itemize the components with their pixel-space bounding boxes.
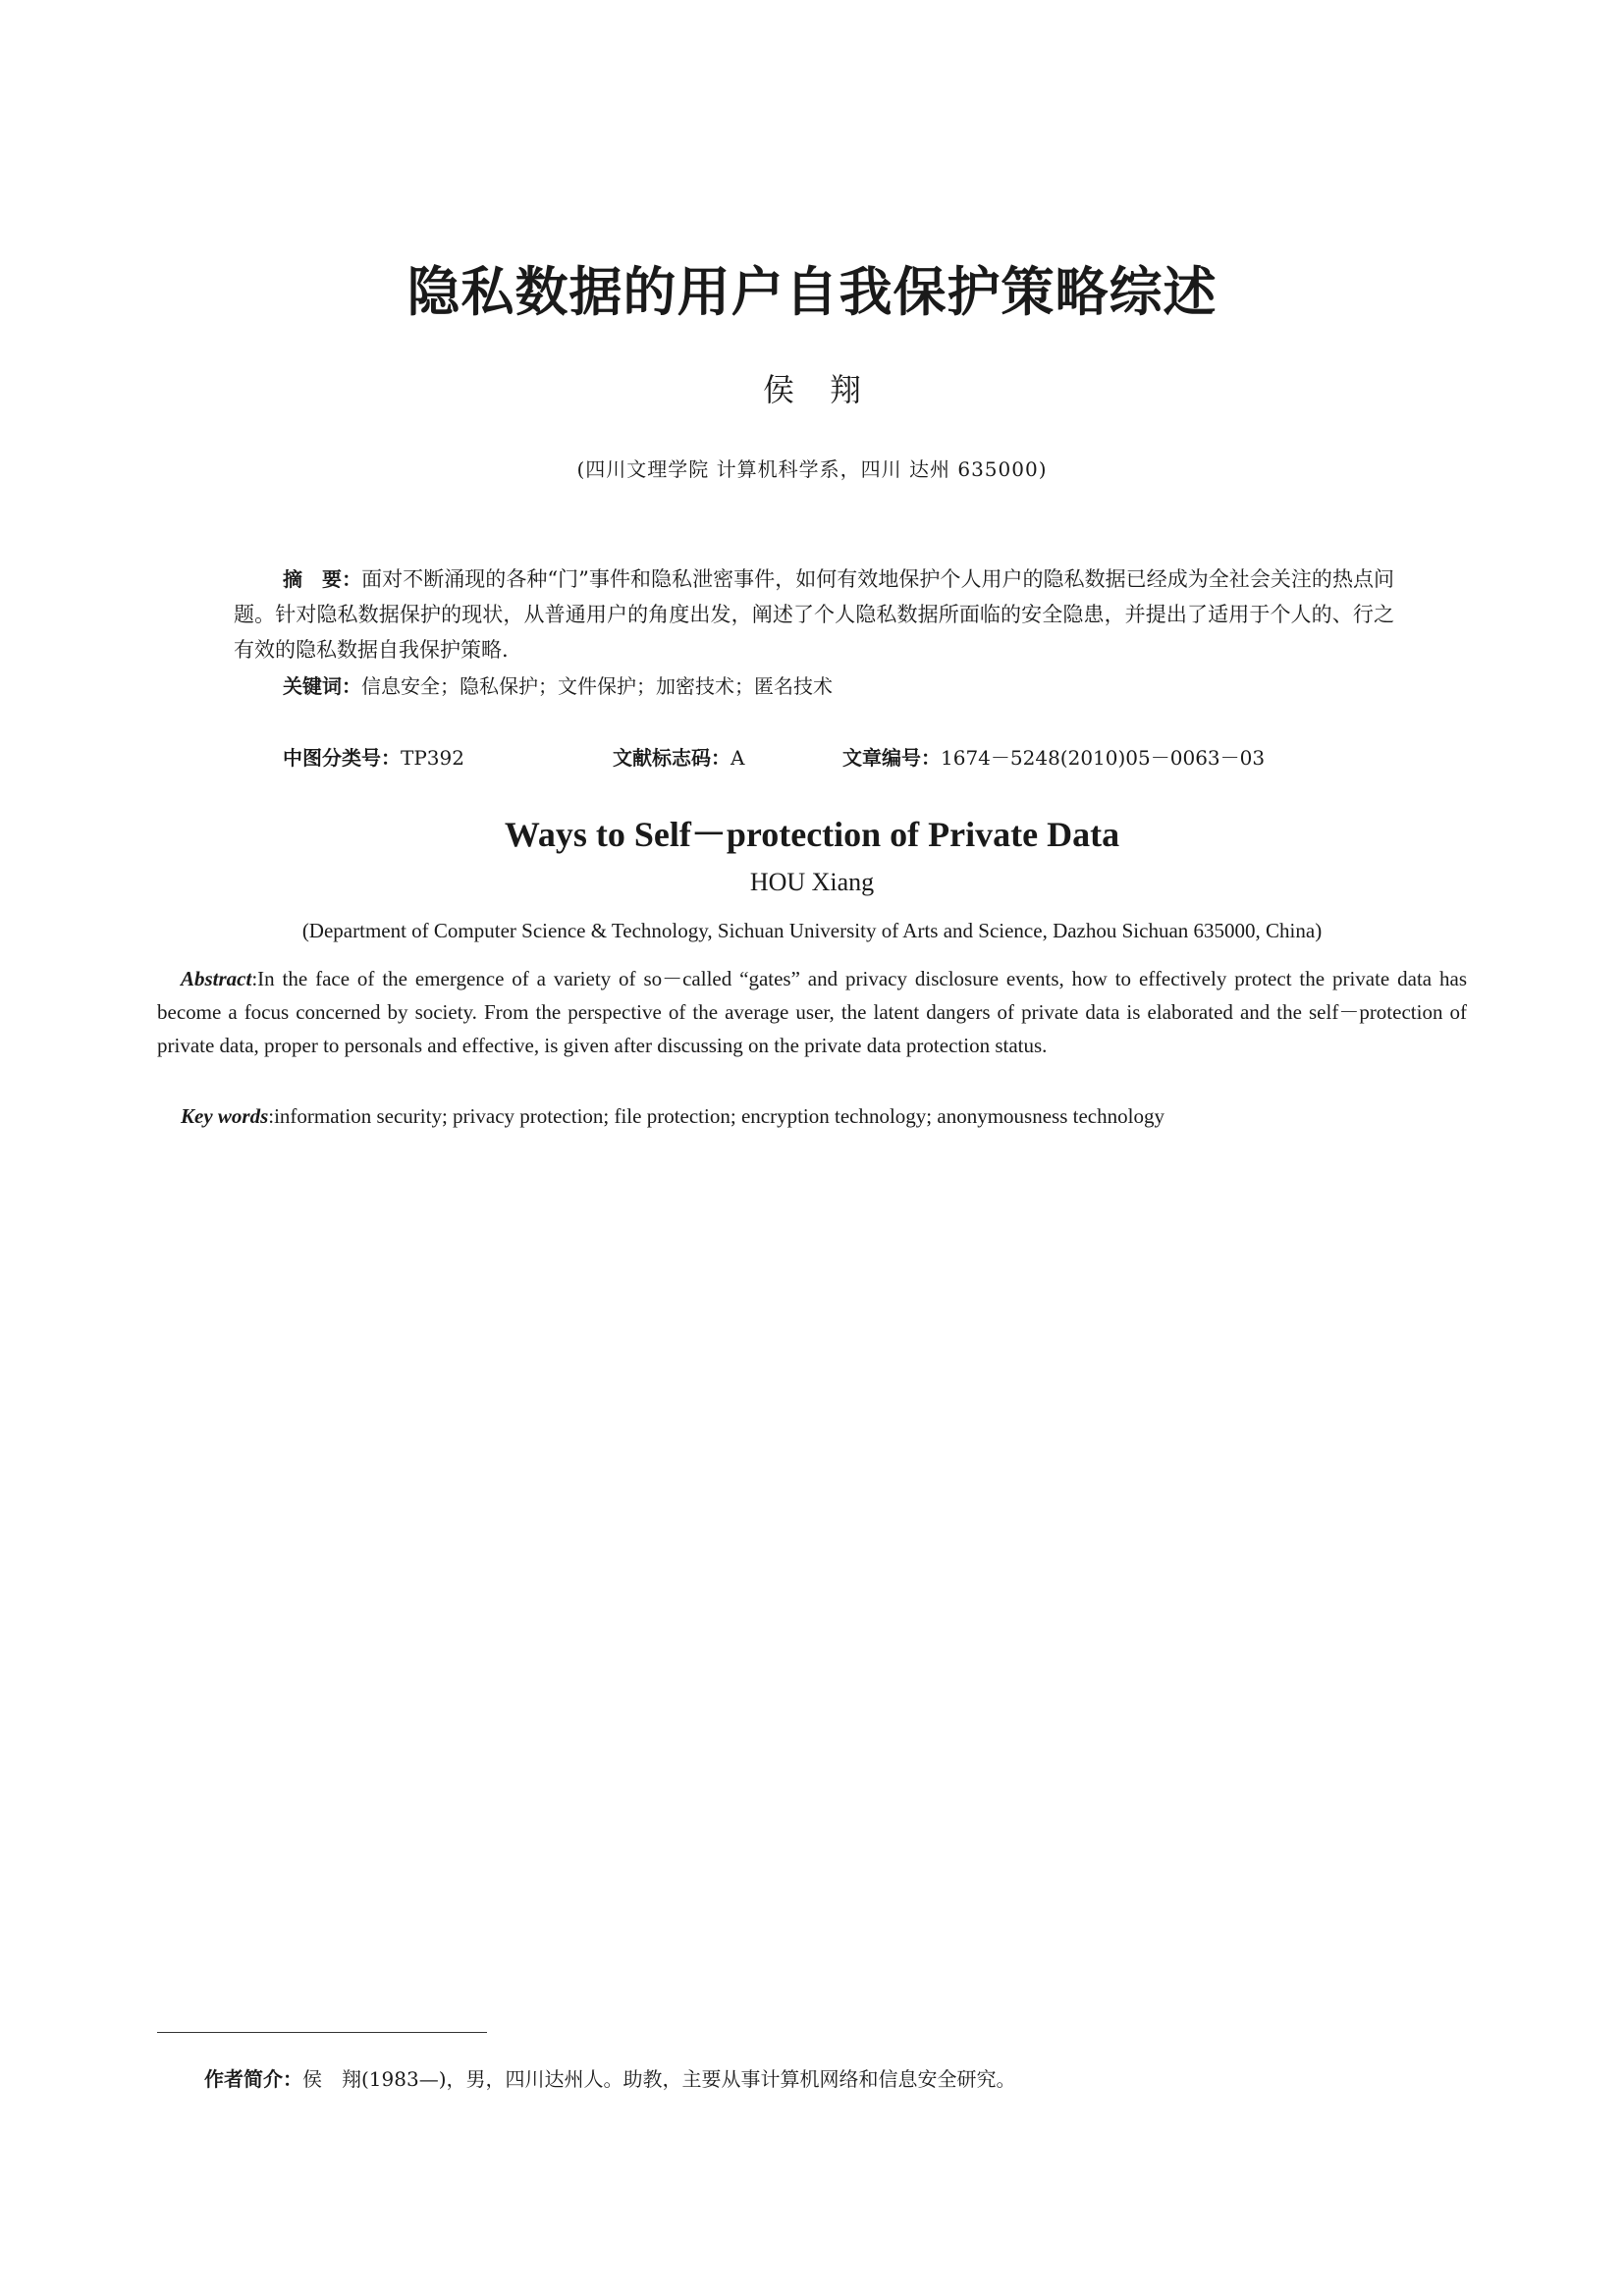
abstract-cn: [234, 561, 1394, 667]
abstract-text-cn: 面对不断涌现的各种“门”事件和隐私泄密事件，如何有效地保护个人用户的隐私数据已经成为全社会关注的热点问题。针对隐私数据保护的现状，从普通用户的角度出发，阐述了个人隐私数据所面临的安全隐患，并提出了适用于个人的、行之有效的隐私数据自我保护策略.: [234, 567, 1395, 662]
keywords-text-cn: 信息安全；隐私保护；文件保护；加密技术；匿名技术: [361, 674, 833, 698]
abstract-label-en: Abstract: [181, 967, 252, 990]
clc-number: [283, 742, 464, 771]
article-no-value: 1674－5248(2010)05－0063－03: [941, 746, 1266, 770]
keywords-label-cn: 关键词：: [283, 674, 361, 698]
keywords-cn: [283, 671, 833, 701]
doc-code-label: 文献标志码：: [613, 746, 731, 770]
clc-label: 中图分类号：: [283, 746, 401, 770]
author-bio-text: 侯 翔(1983—)，男，四川达州人。助教，主要从事计算机网络和信息安全研究。: [302, 2067, 1016, 2091]
abstract-text-en: :In the face of the emergence of a variety of so－called “gates” and privacy disclosure events, how to effectively protect the private data has become a focus concerned by society. From the perspective of the average user, the latent dangers of private data is elaborated and the self－protection of private data, proper to personals and effective, is given after discussing on the private data protection status.: [157, 967, 1467, 1057]
keywords-text-en: :information security; privacy protection; file protection; encryption technology; anonymousness technology: [268, 1104, 1164, 1128]
article-number: [842, 742, 1265, 771]
doc-code-value: A: [731, 746, 745, 770]
affiliation-en: (Department of Computer Science & Technology, Sichuan University of Arts and Science, Dazhou Sichuan 635000, China): [301, 919, 1323, 942]
abstract-label-cn: 摘 要：: [283, 567, 362, 591]
paper-title-cn: 隐私数据的用户自我保护策略综述: [406, 261, 1218, 323]
author-bio-label: 作者简介：: [204, 2067, 302, 2091]
clc-value: TP392: [401, 746, 464, 770]
author-name-en: HOU Xiang: [749, 868, 875, 896]
keywords-en: [181, 1099, 1467, 1133]
affiliation-cn: (四川文理学院 计算机科学系，四川 达州 635000): [576, 457, 1048, 481]
author-bio-footnote: [204, 2063, 1481, 2092]
keywords-label-en: Key words: [181, 1104, 269, 1128]
abstract-en: [157, 962, 1467, 1062]
footnote-divider: [157, 2032, 487, 2033]
author-name-cn: 侯翔: [762, 371, 896, 408]
paper-title-en: Ways to Self－protection of Private Data: [504, 815, 1120, 854]
classification-row: [283, 742, 1392, 774]
article-no-label: 文章编号：: [842, 746, 941, 770]
document-code: [613, 742, 744, 771]
